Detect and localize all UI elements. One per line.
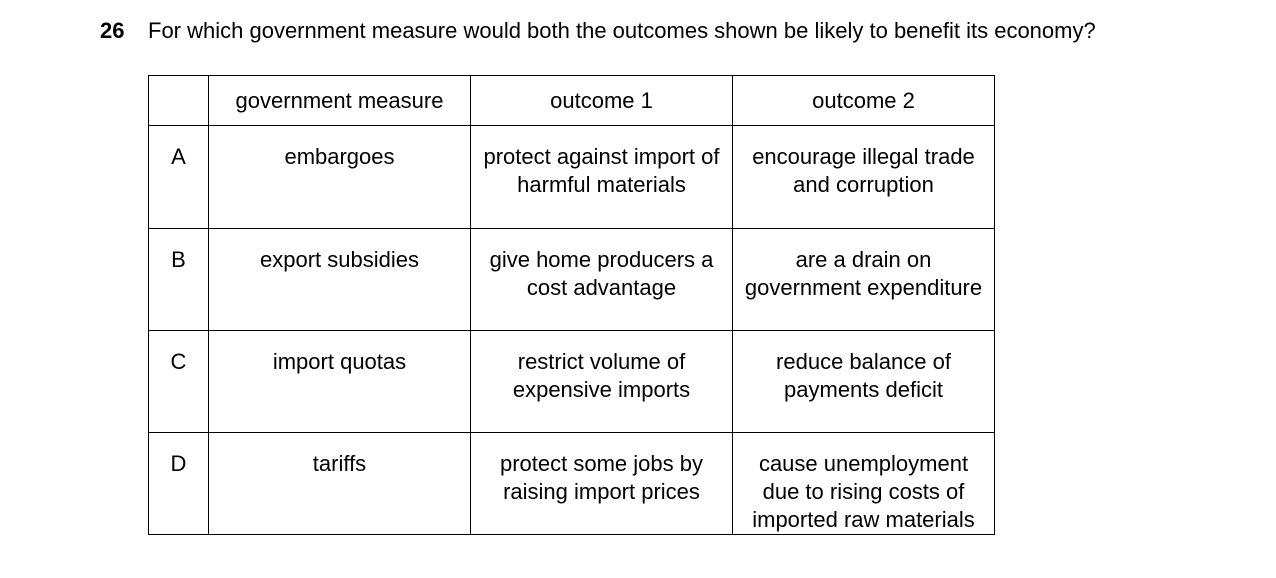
outcome-2-cell — [733, 331, 995, 433]
outcome-2-cell — [733, 229, 995, 331]
outcome-2-cell — [733, 126, 995, 229]
header-outcome-2: outcome 2 — [733, 76, 995, 126]
table-row — [149, 126, 995, 229]
question-text: For which government measure would both the outcomes shown be likely to benefit its economy? — [148, 18, 1096, 43]
option-letter: C — [149, 331, 209, 433]
outcome-line: encourage illegal trade — [752, 144, 975, 169]
outcome-line: government expenditure — [744, 275, 983, 300]
government-measure-cell: tariffs — [209, 433, 471, 535]
outcome-line: due to rising costs of — [762, 479, 965, 504]
outcome-line: raising import prices — [503, 479, 700, 504]
table-row — [149, 229, 995, 331]
government-measure-cell: import quotas — [209, 331, 471, 433]
outcome-line: reduce balance of — [776, 349, 951, 374]
outcome-line: restrict volume of — [517, 349, 686, 374]
outcome-line: are a drain on — [795, 247, 932, 272]
outcome-line: and corruption — [793, 172, 934, 197]
outcome-line: cause unemployment — [758, 451, 969, 476]
outcome-line: protect against import of — [483, 144, 720, 169]
option-letter: D — [149, 433, 209, 535]
header-letter — [149, 76, 209, 126]
option-letter: A — [149, 126, 209, 229]
government-measure-cell: export subsidies — [209, 229, 471, 331]
outcome-1-cell — [471, 126, 733, 229]
outcome-line: harmful materials — [517, 172, 686, 197]
header-government-measure: government measure — [209, 76, 471, 126]
question-number: 26 — [100, 18, 125, 43]
outcome-1-cell — [471, 433, 733, 535]
outcome-line: expensive imports — [512, 377, 691, 402]
outcome-line: payments deficit — [784, 377, 943, 402]
option-letter: B — [149, 229, 209, 331]
options-table — [148, 75, 995, 535]
table-row — [149, 331, 995, 433]
outcome-2-cell — [733, 433, 995, 535]
header-outcome-1: outcome 1 — [471, 76, 733, 126]
outcome-line: imported raw materials — [752, 507, 975, 532]
table-row — [149, 433, 995, 535]
government-measure-cell: embargoes — [209, 126, 471, 229]
outcome-line: protect some jobs by — [500, 451, 703, 476]
outcome-1-cell — [471, 331, 733, 433]
table-header-row — [149, 76, 995, 126]
outcome-line: cost advantage — [526, 275, 677, 300]
question — [100, 17, 1096, 45]
outcome-line: give home producers a — [489, 247, 714, 272]
outcome-1-cell — [471, 229, 733, 331]
